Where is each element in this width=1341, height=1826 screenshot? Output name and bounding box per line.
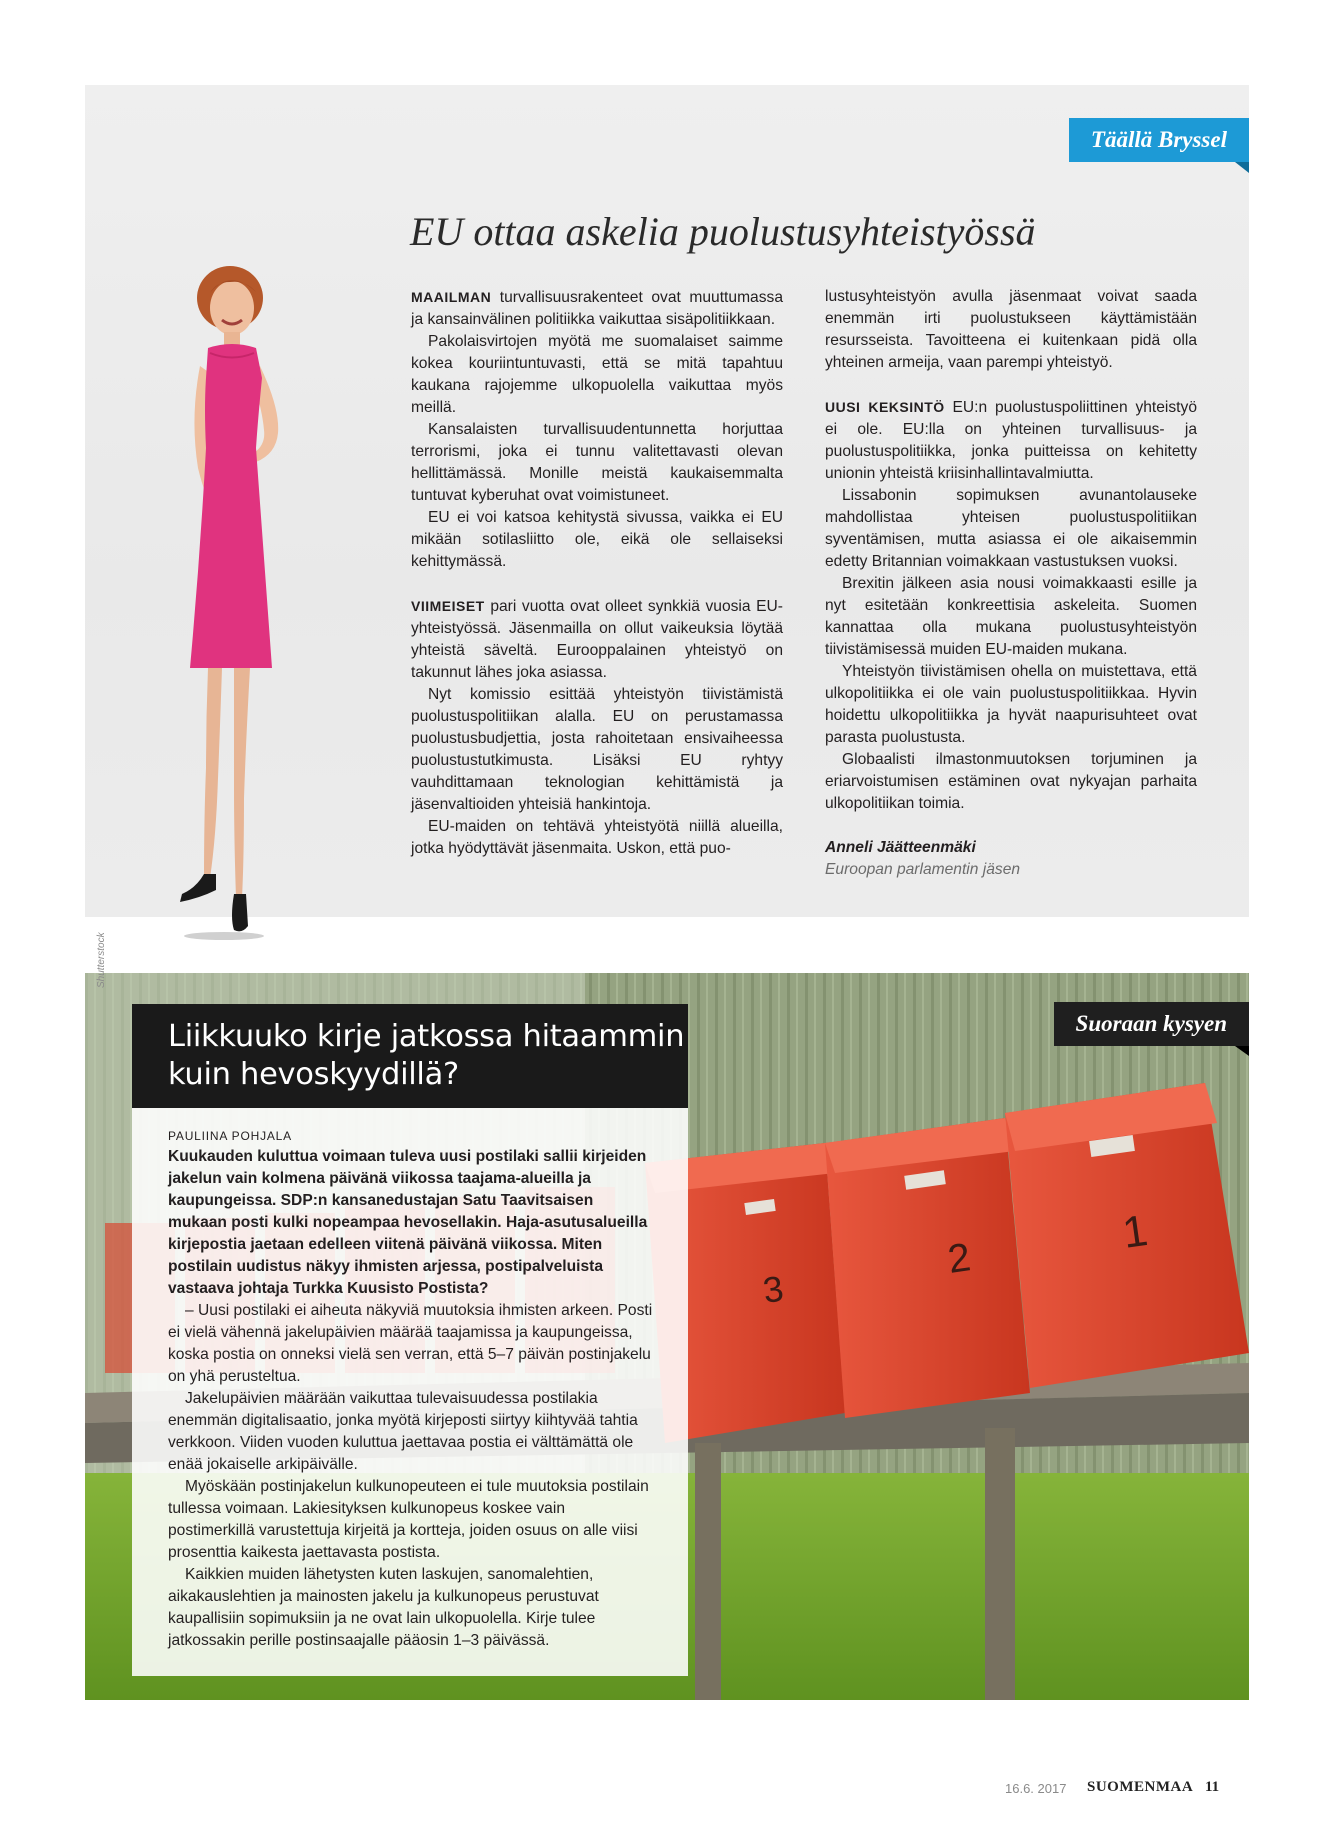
paragraph [411, 595, 783, 684]
paragraph: Pakolaisvirtojen myötä me suomalaiset saimme kokea kouriintuntuvasti, että se mitä tapahtuu kaukana rajojemme ulkopuolella vaikuttaa myös meillä. [411, 333, 783, 416]
ingress: Kuukauden kuluttua voimaan tuleva uusi postilaki sallii kirjeiden jakelun vain kolmena päivänä viikossa taajama-alueilla ja kaupungeissa. SDP:n kansanedustajan Satu Taavitsaisen mukaan posti kulki nopeampaa hevosellakin. Haja-asutusalueilla kirjepostia jaetaan edelleen viitenä päivänä viikossa. Miten postilain uudistus näkyy ihmisten arjessa, postipalveluista vastaava johtaja Turkka Kuusisto Postista? [168, 1148, 648, 1297]
box-number-3: 3 [760, 1267, 786, 1311]
paragraph: – Uusi postilaki ei aiheuta näkyviä muutoksia ihmisten arkeen. Posti ei vielä vähennä jakelupäivien määrää taajamissa ja kaupungeissa, koska postia on onneksi vielä sen verran, että 5–7 päivän postinjakelu on yhä perusteltua. [168, 1302, 653, 1385]
paragraph: Myöskään postinjakelun kulkunopeuteen ei tule muutoksia postilain tullessa voimaan. Lakiesityksen kulkunopeus koskee vain postimerkillä varustettuja kirjeitä ja kortteja, joiden osuus on alle viisi prosenttia kaikesta jaettavasta postista. [168, 1478, 649, 1561]
section-tag-label: Suoraan kysyen [1075, 1011, 1227, 1036]
byline: PAULIINA POHJALA [168, 1129, 292, 1143]
paragraph: Nyt komissio esittää yhteistyön tiivistämistä puolustuspolitiikan alalla. EU on perustamassa puolustusbudjettia, josta rahoitetaan ensivaiheessa puolustustutkimusta. Lisäksi EU ryhtyy vauhdittamaan teknologian kehittämistä ja jäsenvaltioiden yhteisiä hankintoja. [411, 686, 783, 813]
page-footer [1005, 1779, 1225, 1799]
magazine-name: SUOMENMAA [1087, 1779, 1194, 1795]
paragraph-text: turvallisuusrakenteet ovat muuttumassa ja kansainvälinen politiikka vaikuttaa sisäpolitiikkaan. [411, 289, 783, 328]
paragraph: Kansalaisten turvallisuudentunnetta horjuttaa terrorismi, joka ei tunnu valitettavasti olevan hellittämässä. Monille meistä kaukaisemmalta tuntuvat kyberuhat ovat voimistuneet. [411, 421, 783, 504]
paragraph [825, 396, 1197, 485]
issue-date: 16.6. 2017 [1005, 1781, 1067, 1796]
lead-word: VIIMEISET [411, 598, 485, 614]
article-headline: EU ottaa askelia puolustusyhteistyössä [410, 209, 1036, 254]
article-column-left [411, 286, 783, 860]
box-number-2: 2 [945, 1235, 974, 1282]
lead-word: MAAILMAN [411, 289, 492, 305]
paragraph: Jakelupäivien määrään vaikuttaa tulevaisuudessa postilakia enemmän digitalisaatio, jonka myötä kirjeposti siirtyy kiihtyvää tahtia verkkoon. Viiden vuoden kuluttua jaettavaa postia ei välttämättä ole enää jokaiselle arkipäivälle. [168, 1390, 638, 1473]
paragraph: Yhteistyön tiivistämisen ohella on muistettava, että ulkopolitiikka ei ole vain puolustuspolitiikkaa. Hyvin hoidettu ulkopolitiikka ja hyvät naapurisuhteet ovat parasta puolustusta. [825, 663, 1197, 746]
paragraph-text: EU:n puolustuspoliittinen yhteistyö ei ole. EU:lla on yhteinen turvallisuus- ja puolustuspolitiikka, jonka puitteissa on kehitetty unionin yhteistä kriisinhallintavalmiutta. [825, 399, 1197, 482]
author-portrait [160, 258, 300, 958]
photo-credit: Shutterstock [96, 932, 107, 988]
paragraph: Lissabonin sopimuksen avunantolauseke mahdollistaa yhteisen puolustuspolitiikan syventämisen, mutta asiassa ei ole aikaisemmin edetty Britannian voimakkaan vastustuksen vuoksi. [825, 487, 1197, 570]
interview-text-box [132, 1108, 688, 1676]
paragraph: EU-maiden on tehtävä yhteistyötä niillä alueilla, jotka hyödyttävät jäsenmaita. Uskon, että puo- [411, 818, 783, 857]
author-name: Anneli Jäätteenmäki [825, 839, 976, 856]
tag-fold [1235, 1046, 1249, 1056]
paragraph-text: pari vuotta ovat olleet synkkiä vuosia EU-yhteistyössä. Jäsenmailla on ollut vaikeuksia löytää yhteistä säveltä. Eurooppalainen yhteistyö on takunnut lähes joka asiassa. [411, 598, 783, 681]
section-tag-taalla-bryssel [1069, 118, 1249, 162]
lead-word: UUSI KEKSINTÖ [825, 399, 945, 415]
paragraph: lustusyhteistyön avulla jäsenmaat voivat saada enemmän irti puolustukseen käyttämistään resursseista. Tavoitteena ei kuitenkaan pidä olla yhteinen armeija, vaan parempi yhteistyö. [825, 288, 1197, 371]
interview-title-box [132, 1004, 688, 1108]
box-number-1: 1 [1119, 1205, 1151, 1258]
paragraph: Brexitin jälkeen asia nousi voimakkaasti esille ja nyt esitetään konkreettisia askeleita. Suomen kannattaa olla mukana puolustusyhteistyön tiivistämisessä muiden EU-maiden mukana. [825, 575, 1197, 658]
paragraph: Globaalisti ilmastonmuutoksen torjuminen ja eriarvoistumisen estäminen ovat nykyajan parhaita ulkopolitiikan toimia. [825, 751, 1197, 812]
author-role: Euroopan parlamentin jäsen [825, 861, 1021, 878]
article-column-right [825, 286, 1197, 881]
paragraph: EU ei voi katsoa kehitystä sivussa, vaikka ei EU mikään sotilasliitto ole, eikä ole sellaiseksi kehittymässä. [411, 509, 783, 570]
interview-title: Liikkuuko kirje jatkossa hitaammin kuin hevoskyydillä? [168, 1019, 685, 1092]
paragraph: Kaikkien muiden lähetysten kuten laskujen, sanomalehtien, aikakauslehtien ja mainosten jakelu ja kulkunopeus perustuvat kaupallisiin sopimuksiin ja ne ovat lain ulkopuolella. Kirje tulee jatkossakin perille postinsaajalle pääosin 1–3 päivässä. [168, 1566, 599, 1649]
section-tag-label: Täällä Bryssel [1090, 127, 1227, 152]
section-tag-suoraan-kysyen [1054, 1002, 1249, 1046]
tag-fold [1235, 162, 1249, 173]
paragraph [411, 286, 783, 331]
page-number: 11 [1205, 1779, 1220, 1795]
